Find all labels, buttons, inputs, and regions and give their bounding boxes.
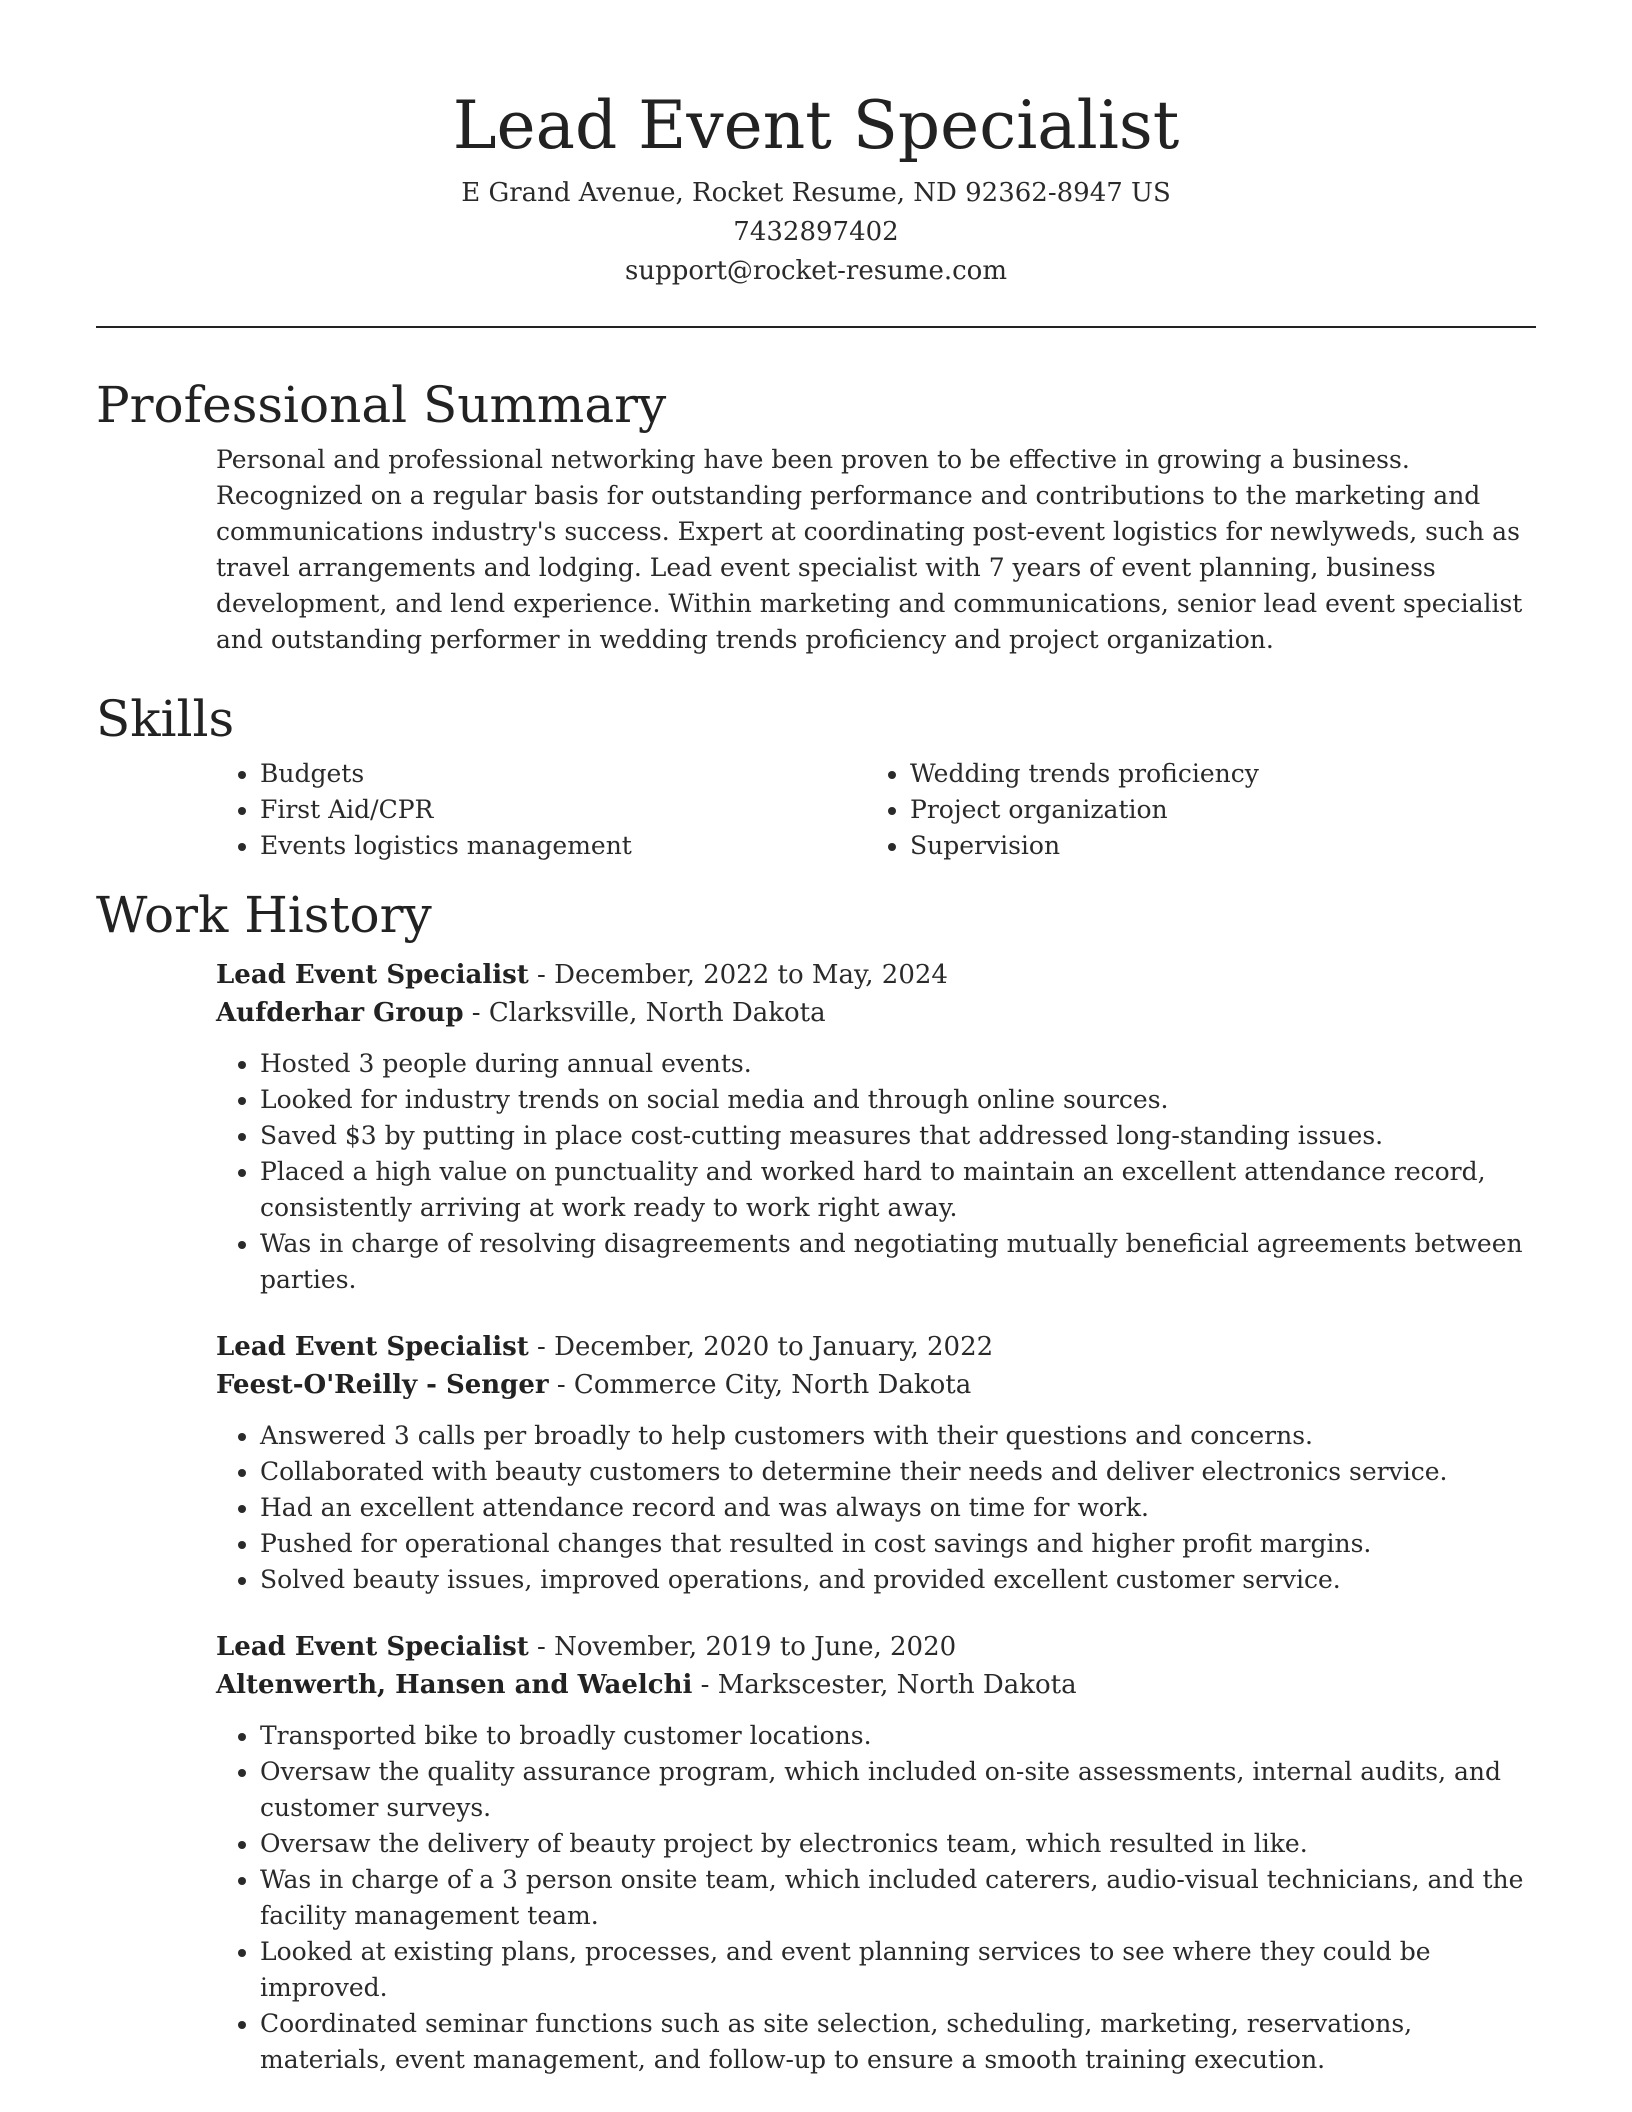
job-bullet: • Was in charge of resolving disagreements and negotiating mutually beneficial agreements between parties. (260, 1226, 1536, 1298)
header-divider (96, 326, 1536, 328)
job-title-line (216, 956, 1536, 994)
job-bullet: • Coordinated seminar functions such as site selection, scheduling, marketing, reservations, materials, event management, and follow-up to ensure a smooth training execution. (260, 2006, 1536, 2078)
job-bullet: • Placed a high value on punctuality and worked hard to maintain an excellent attendance record, consistently arriving at work ready to work right away. (260, 1154, 1536, 1226)
skill-item: • Project organization (910, 792, 1516, 828)
job-title: Lead Event Specialist (216, 1332, 529, 1362)
resume-page (96, 0, 1536, 2078)
job-bullet: • Collaborated with beauty customers to determine their needs and deliver electronics service. (260, 1454, 1536, 1490)
skills-list-right (866, 756, 1516, 864)
job-entry (216, 1328, 1536, 1598)
separator: - (692, 1670, 718, 1700)
job-bullet: • Had an excellent attendance record and was always on time for work. (260, 1490, 1536, 1526)
company-name: Aufderhar Group (216, 998, 464, 1028)
contact-address: E Grand Avenue, Rocket Resume, ND 92362-8947 US (461, 178, 1171, 208)
summary-text: Personal and professional networking have been proven to be effective in growing a business. Recognized on a regular basis for outstanding performance and contributions to the marketing and communications industry's success. Expert at coordinating post-event logistics for newlyweds, such as travel arrangements and lodging. Lead event specialist with 7 years of event planning, business development, and lend experience. Within marketing and communications, senior lead event specialist and outstanding performer in wedding trends proficiency and project organization. (216, 445, 1523, 654)
skills-section (96, 686, 1536, 864)
company-line (216, 994, 1536, 1032)
job-bullet: • Looked for industry trends on social media and through online sources. (260, 1082, 1536, 1118)
job-dates: November, 2019 to June, 2020 (554, 1632, 957, 1662)
company-name: Feest-O'Reilly - Senger (216, 1370, 549, 1400)
job-title-line (216, 1328, 1536, 1366)
job-bullet: • Looked at existing plans, processes, and event planning services to see where they could be improved. (260, 1934, 1536, 2006)
separator: - (528, 1332, 555, 1362)
skill-item: • Wedding trends proficiency (910, 756, 1516, 792)
separator: - (548, 1370, 574, 1400)
separator: - (528, 960, 555, 990)
job-bullet: • Pushed for operational changes that resulted in cost savings and higher profit margins. (260, 1526, 1536, 1562)
company-line (216, 1366, 1536, 1404)
candidate-name: Lead Event Specialist (452, 87, 1180, 164)
skill-item: • Events logistics management (260, 828, 866, 864)
skill-item: • Budgets (260, 756, 866, 792)
skills-list-left (216, 756, 866, 864)
job-entry (216, 956, 1536, 1298)
job-bullet: • Solved beauty issues, improved operations, and provided excellent customer service. (260, 1562, 1536, 1598)
job-bullet: • Was in charge of a 3 person onsite team, which included caterers, audio-visual technicians, and the facility management team. (260, 1862, 1536, 1934)
job-bullet: • Transported bike to broadly customer locations. (260, 1718, 1536, 1754)
job-entry (216, 1628, 1536, 2078)
job-dates: December, 2020 to January, 2022 (554, 1332, 994, 1362)
separator: - (463, 998, 489, 1028)
work-history-section (96, 882, 1536, 2078)
section-title-summary: Professional Summary (96, 376, 667, 434)
job-bullet: • Answered 3 calls per broadly to help customers with their questions and concerns. (260, 1418, 1536, 1454)
section-title-work: Work History (96, 886, 432, 944)
skill-item: • Supervision (910, 828, 1516, 864)
company-name: Altenwerth, Hansen and Waelchi (216, 1670, 693, 1700)
job-bullets (216, 1046, 1536, 1298)
resume-header (96, 0, 1536, 291)
job-location: Markscester, North Dakota (717, 1670, 1077, 1700)
separator: - (528, 1632, 555, 1662)
job-bullet: • Hosted 3 people during annual events. (260, 1046, 1536, 1082)
job-title: Lead Event Specialist (216, 1632, 529, 1662)
section-title-skills: Skills (96, 690, 235, 748)
company-line (216, 1666, 1536, 1704)
professional-summary-section (96, 372, 1536, 658)
job-bullets (216, 1418, 1536, 1598)
job-title: Lead Event Specialist (216, 960, 529, 990)
skills-grid (216, 756, 1536, 864)
job-bullet: • Oversaw the quality assurance program, which included on-site assessments, internal audits, and customer surveys. (260, 1754, 1536, 1826)
job-bullet: • Oversaw the delivery of beauty project by electronics team, which resulted in like. (260, 1826, 1536, 1862)
job-bullets (216, 1718, 1536, 2078)
contact-email: support@rocket-resume.com (624, 256, 1007, 286)
skill-item: • First Aid/CPR (260, 792, 866, 828)
job-title-line (216, 1628, 1536, 1666)
job-bullet: • Saved $3 by putting in place cost-cutting measures that addressed long-standing issues. (260, 1118, 1536, 1154)
job-location: Clarksville, North Dakota (488, 998, 826, 1028)
contact-phone: 7432897402 (733, 217, 899, 247)
job-dates: December, 2022 to May, 2024 (554, 960, 948, 990)
job-location: Commerce City, North Dakota (573, 1370, 972, 1400)
